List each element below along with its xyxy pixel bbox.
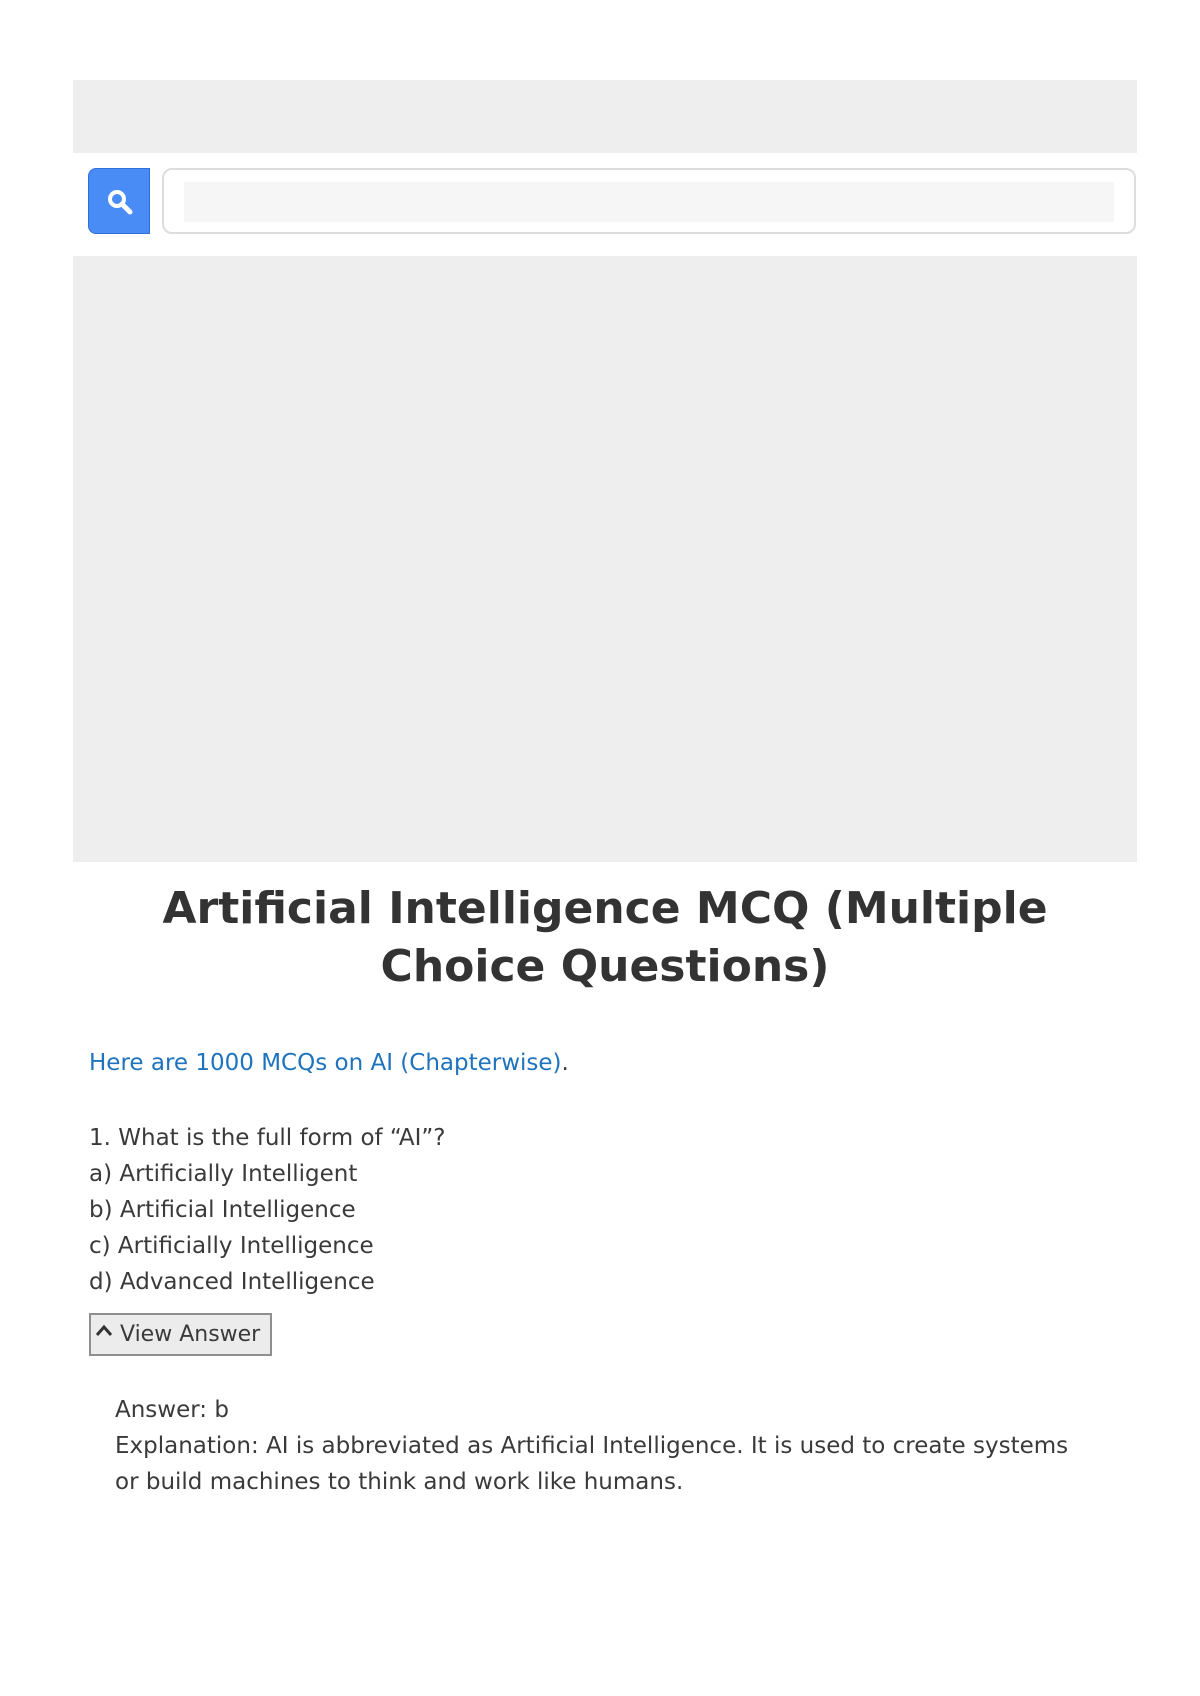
top-ad-placeholder bbox=[73, 80, 1137, 153]
mcq-chapterwise-link[interactable]: Here are 1000 MCQs on AI (Chapterwise) bbox=[89, 1050, 562, 1076]
option-b: b) Artificial Intelligence bbox=[89, 1197, 356, 1223]
option-a: a) Artificially Intelligent bbox=[89, 1161, 358, 1187]
view-answer-label: View Answer bbox=[120, 1322, 261, 1347]
answer-line: Answer: b bbox=[115, 1397, 229, 1423]
answer-block bbox=[115, 1392, 1075, 1500]
option-d: d) Advanced Intelligence bbox=[89, 1269, 375, 1295]
search-input[interactable] bbox=[184, 182, 1114, 222]
page-title: Artificial Intelligence MCQ (Multiple Choice Questions) bbox=[162, 883, 1048, 992]
search-button[interactable] bbox=[88, 168, 150, 234]
answer-explanation: Explanation: AI is abbreviated as Artificial Intelligence. It is used to create systems or build machines to think and work like humans. bbox=[115, 1433, 1069, 1495]
view-answer-button[interactable] bbox=[89, 1313, 272, 1356]
main-ad-placeholder bbox=[73, 256, 1137, 862]
question-text: 1. What is the full form of “AI”? bbox=[89, 1125, 446, 1151]
question-block bbox=[89, 1120, 446, 1300]
search-bar bbox=[88, 168, 1136, 234]
caret-up-icon bbox=[95, 1324, 113, 1342]
search-icon bbox=[106, 188, 134, 216]
option-c: c) Artificially Intelligence bbox=[89, 1233, 374, 1259]
intro-line bbox=[89, 1048, 569, 1078]
search-box bbox=[162, 168, 1136, 234]
intro-suffix: . bbox=[561, 1050, 569, 1076]
